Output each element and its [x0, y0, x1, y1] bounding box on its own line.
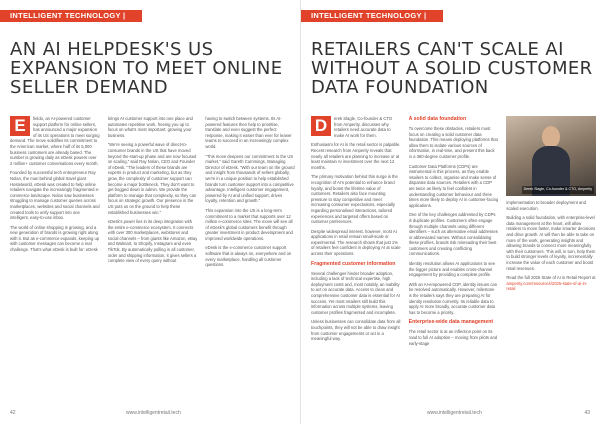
paragraph: Enthusiasm for AI in the retail sector is palpable. Recent research from Amperity reveals that nearly all retailers are planning to increase or at least maintain AI investment over the next 12 months. — [311, 142, 401, 170]
article-body — [10, 116, 295, 404]
subheading: Fragmented customer information — [311, 260, 396, 267]
paragraph: eDesk is the e-commerce customer support software that is always on, everywhere and on every marketplace, handling all customer questions. — [205, 245, 292, 268]
report-link-paragraph — [506, 275, 596, 292]
paragraph: Unless businesses can consolidate data from all touchpoints, they will not be able to draw insight from customer engagements or act in a meaningful way. — [311, 319, 401, 342]
page-number: 43 — [584, 410, 590, 416]
paragraph: Building a solid foundation, with enterprise-level data management at the heart, will allow retailers to move faster, make smarter decisions and drive growth. AI will then be able to take on more of the work, generating insights and allowing brands to connect more meaningfully with their customers. This will, in turn, help them to build stronger levels of loyalty, incrementally increase the value of each customer and boost retail revenues. — [506, 215, 596, 271]
column-2 — [108, 116, 198, 404]
subheading: A solid data foundation — [408, 116, 467, 122]
article-headline: AN AI HELPDESK'S US EXPANSION TO MEET ONLINE SELLER DEMAND — [10, 39, 283, 98]
article-headline: RETAILERS CAN'T SCALE AI WITHOUT A SOLID CUSTOMER DATA FOUNDATION — [311, 39, 593, 98]
paragraph: One of the key challenges addressed by CDPs is duplicate profiles. Customers often engage through multiple channels using different identifiers – such as alternative email addresses or abbreviated names. Without consolidating these profiles, brands risk misreading their best customers and creating conflicting communications. — [408, 212, 498, 257]
column-1 — [311, 116, 401, 404]
paragraph: having to switch between systems. Its AI-powered features then help to prioritise, translate and even suggest the perfect response, making it easier than ever for leaner teams to succeed in an increasingly complex world. — [205, 116, 292, 149]
paragraph: eDesk's power lies in its deep integration with the entire e-commerce ecosystem. It connects with over 300 marketplaces, webstores and social channels – from giants like Amazon, eBay and Walmart, to Shopify, Instagram and even TikTok. By automatically pulling in all customer, order and shipping information, it gives sellers a complete view of every query without — [107, 219, 198, 264]
paragraph: erek Slagle, Co-founder & CTO from Amperity, discusses why retailers need accurate data to make AI work for them. — [334, 116, 393, 138]
paragraph: Identity resolution allows AI applications to see the bigger picture and enables cross-channel engagement by providing a complete profile. — [408, 261, 496, 278]
paragraph: To overcome these obstacles, retailers must focus on creating a solid customer data foundation. This means deploying platforms that allow them to isolate various sources of information, in real-time, and present this back in a 360-degree customer profile. — [408, 126, 498, 159]
paragraph: The retail sector is at an inflection point on its road to full AI adoption – moving from pilots and early-stage — [408, 329, 498, 346]
report-link[interactable]: amperity.com/resources/2025-state-of-ai-in-retail — [506, 280, 588, 292]
photo-caption: Derek Slagle, Co-founder & CTO, Amperity — [522, 186, 594, 194]
section-header-bar — [0, 10, 142, 22]
report-link-prefix: Read the full 2025 State of AI in Retail Report at — [506, 275, 596, 281]
drop-cap: D — [311, 116, 331, 136]
paragraph: Customer Data Platforms (CDPs) are instrumental in this process, as they enable retailers to collect, organise and make sense of disparate data sources. Retailers with a CDP are twice as likely to feel confident in understanding customer behaviour and three times more likely to deploy AI in customer-facing applications. — [408, 163, 499, 208]
column-1 — [10, 116, 100, 404]
paragraph: With an AI-empowered CDP, identity issues can be resolved automatically. However, milestone is the retailers says they are preparing AI for identity resolution currently. Its reliable data to apply AI more broadly, accurate customer data has to become a priority. — [408, 281, 498, 315]
paragraph: Several challenges hinder broader adoption, including a lack of technical expertise, high deployment costs and, most notably, an inability to act on accurate data. Access to clean and comprehensive customer data is essential for AI success. Yet most retailers still build this information across multiple systems, leaving customer profiles fragmented and incomplete. — [311, 270, 400, 315]
paragraph: The primary motivation behind this surge is the recognition of AI's potential to enhance brand loyalty, and boost the lifetime value of customers. Retailers also face mounting pressure to stay competitive and meet increasing consumer expectations, especially regarding personalised interactions, tailored experiences and targeted offers based on customer preferences. — [311, 174, 398, 225]
column-3 — [506, 116, 596, 404]
paragraph: "We're seeing a powerful wave of direct-to-consumer brands in the US that have moved beyond the start-up phase and are now focused on scaling," said Ray Nolan, CEO and Founder of eDesk. "The leaders of these brands are experts in product and marketing, but as they grow, the complexity of customer support can become a major bottleneck. They don't want to get bogged down in admin. We provide the platform to manage that complexity, so they can focus on strategic growth. Our presence in the US puts us on the ground to help these established businesses win." — [107, 142, 197, 215]
author-photo — [506, 116, 596, 196]
person-head — [542, 126, 560, 148]
paragraph: "This move deepens our commitment to the US market," said Gareth Cummings, Managing Director of eDesk. "With our team on the ground and insight from thousands of sellers globally, we're in a unique position to help established brands turn customer support into a competitive advantage. Intelligent customer engagement, powered by AI and unified support, drives loyalty, retention and growth." — [205, 153, 295, 204]
section-header-bar — [301, 10, 443, 22]
section-label: INTELLIGENT TECHNOLOGY | — [311, 11, 427, 20]
paragraph: This expansion into the US is a long-term commitment to a market that supports over 12 million e-commerce sites. The move will see all of eDesk's global customers benefit through greater investment in product development and improved worldwide operations. — [205, 207, 293, 241]
drop-cap: E — [10, 116, 30, 136]
paragraph: Founded by successful tech entrepreneur Ray Nolan, the man behind global travel giant Hostelworld, eDesk was created to help online retailers navigate the increasingly fragmented e-commerce landscape. Nolan saw businesses struggling to manage customer queries across marketplaces, websites and social channels and created tools to unify support into one intelligent, easy-to-use inbox. — [10, 170, 100, 221]
paragraph: Despite widespread interest, however, most AI applications in retail remain small-scale or experimental. The research shows that just 1% of retailers feel confident in deploying AI at scale across their operations. — [311, 228, 401, 257]
column-3 — [205, 116, 295, 404]
right-page — [300, 0, 600, 424]
column-2 — [409, 116, 499, 404]
footer-url[interactable]: www.intelligentretail.tech — [126, 410, 181, 416]
paragraph: brings AI customer support into one place and automates repetitive work, freeing you up to focus on what's most important: growing your business. — [107, 116, 193, 138]
paragraph: fieldo, an AI-powered customer support platform for online sellers, has announced a major expansion of its US operations to meet surging demand. The move solidifies its commitment to the American market, where half of its 5,000 business customers are already based. The number is growing daily as eDesk powers over 2 million+ customer conversations every month. — [10, 116, 100, 166]
page-number: 42 — [10, 410, 16, 416]
subheading: Enterprise-wide data management — [408, 319, 494, 326]
section-label: INTELLIGENT TECHNOLOGY | — [10, 11, 126, 20]
footer-url[interactable]: www.intelligentretail.tech — [427, 410, 482, 416]
paragraph: The world of online shopping is growing, and a new generation of brands is growing right along with it. But as e-commerce expands, keeping up with customer messages can become a real challenge. That's what eDesk is built for: eDesk — [10, 224, 100, 253]
article-body — [311, 116, 596, 404]
paragraph: implementation to broader deployment and scaled execution. — [506, 200, 586, 211]
